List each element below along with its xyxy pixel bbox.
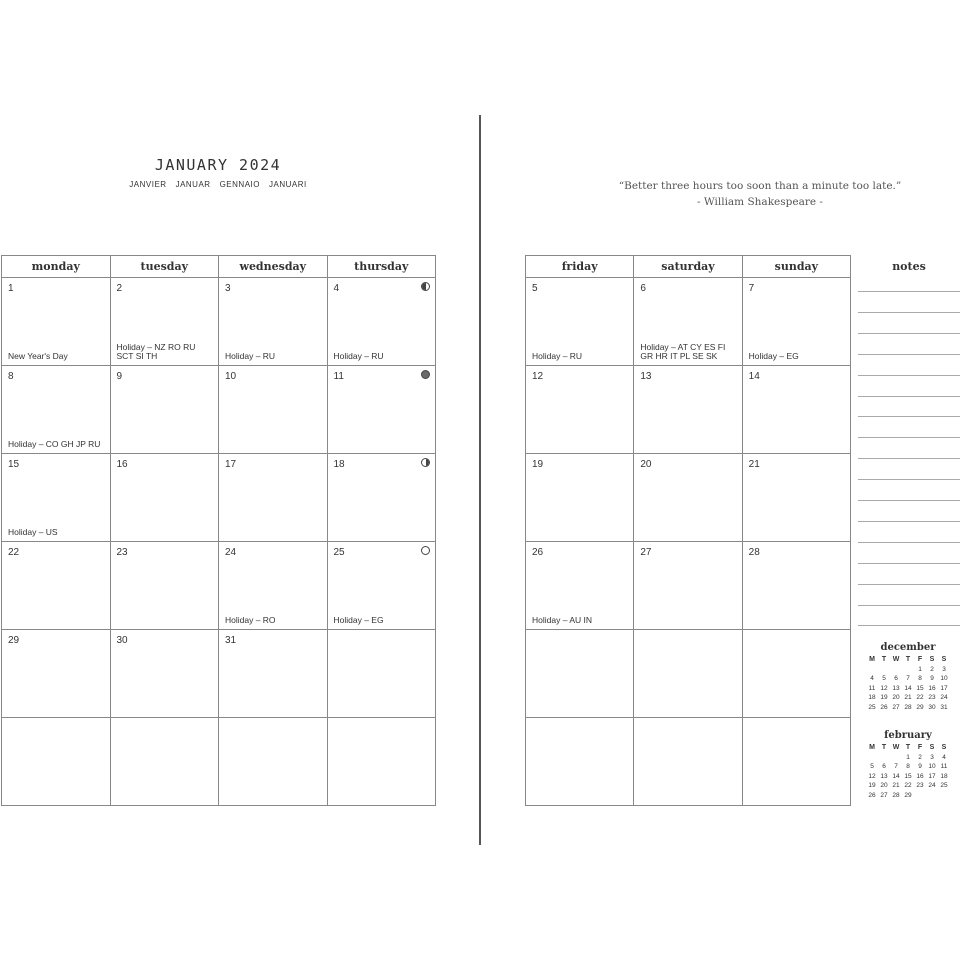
mini-calendar-february	[866, 730, 950, 800]
moon-third-icon	[421, 282, 430, 291]
mini-day: 16	[916, 772, 924, 780]
mini-day: 6	[882, 763, 886, 770]
holiday-label: Holiday – RU	[333, 351, 384, 361]
mini-day: 20	[880, 782, 888, 789]
mini-day	[866, 665, 878, 675]
day-cell[interactable]	[742, 542, 850, 630]
mini-calendar-december	[866, 642, 950, 712]
day-number: 26	[532, 547, 544, 558]
mini-day: 24	[928, 782, 936, 789]
mini-day: 1	[918, 665, 922, 673]
day-cell[interactable]	[327, 718, 436, 806]
mini-day: 26	[880, 703, 888, 711]
notes-line	[858, 312, 960, 313]
day-number: 24	[225, 547, 237, 558]
day-number: 9	[116, 371, 123, 382]
mini-weekday-header: T	[881, 744, 887, 751]
day-header-monday: monday	[2, 256, 111, 278]
translation-french: JANVIER	[129, 180, 167, 189]
month-title: JANUARY 2024	[154, 156, 282, 174]
mini-day: 25	[940, 782, 948, 789]
day-cell[interactable]	[634, 366, 742, 454]
translation-dutch: JANUARI	[268, 180, 307, 189]
mini-day: 5	[882, 675, 886, 682]
day-cell[interactable]	[327, 454, 436, 542]
notes-line	[858, 291, 960, 292]
day-cell[interactable]	[2, 718, 111, 806]
mini-calendar-grid	[866, 655, 950, 712]
moon-new-icon	[421, 370, 430, 379]
day-number: 18	[333, 459, 345, 470]
mini-day: 4	[942, 753, 946, 761]
mini-day	[938, 791, 950, 801]
mini-day: 23	[916, 782, 924, 789]
week-row	[2, 454, 436, 542]
day-cell[interactable]	[526, 542, 634, 630]
mini-day: 3	[930, 753, 934, 761]
notes-line	[858, 396, 960, 397]
mini-day: 5	[870, 763, 874, 770]
holiday-label: Holiday – NZ RO RU SCT SI TH	[116, 342, 196, 361]
notes-line	[858, 458, 960, 459]
mini-day	[890, 753, 902, 763]
mini-day: 1	[906, 753, 910, 761]
week-row	[526, 454, 851, 542]
page-spine-divider	[479, 115, 481, 845]
mini-day: 26	[868, 791, 876, 799]
mini-day: 9	[930, 675, 934, 682]
mini-weekday-header: S	[929, 656, 935, 663]
week-row	[2, 542, 436, 630]
day-cell[interactable]	[327, 630, 436, 718]
day-cell[interactable]	[327, 542, 436, 630]
mini-weekday-header: S	[929, 744, 935, 751]
notes-line	[858, 437, 960, 438]
holiday-label: Holiday – RO	[225, 615, 276, 625]
mini-weekday-header: M	[869, 656, 875, 663]
mini-day: 19	[880, 694, 888, 701]
mini-weekday-header: F	[917, 656, 923, 663]
day-cell[interactable]	[526, 278, 634, 366]
notes-line	[858, 521, 960, 522]
day-number: 16	[116, 459, 128, 470]
mini-day: 11	[868, 684, 876, 692]
day-cell[interactable]	[219, 542, 328, 630]
holiday-label: Holiday – AT CY ES FI GR HR IT PL SE SK	[640, 342, 726, 361]
week-row	[526, 718, 851, 806]
holiday-label: New Year's Day	[8, 351, 68, 361]
notes-line	[858, 584, 960, 585]
week-row	[526, 630, 851, 718]
mini-weekday-header: T	[881, 656, 887, 663]
mini-day: 17	[940, 684, 948, 692]
mini-day: 13	[892, 684, 900, 692]
day-number: 8	[8, 371, 14, 382]
mini-day: 25	[868, 703, 876, 711]
notes-line	[858, 333, 960, 334]
mini-day: 4	[870, 675, 874, 682]
day-number: 14	[748, 371, 760, 382]
mini-calendar-month-name: february	[884, 730, 932, 741]
day-number: 10	[225, 371, 237, 382]
mini-day: 3	[942, 665, 946, 673]
day-cell[interactable]	[634, 278, 742, 366]
mini-weekday-header: M	[869, 744, 875, 751]
notes-line	[858, 375, 960, 376]
month-translations	[118, 180, 318, 189]
day-header-sunday: sunday	[742, 256, 850, 278]
day-number: 21	[748, 459, 760, 470]
notes-line	[858, 605, 960, 606]
day-number: 22	[8, 547, 20, 558]
day-cell[interactable]	[219, 454, 328, 542]
mini-day: 16	[928, 684, 936, 692]
mini-day: 30	[928, 703, 936, 711]
mini-day: 22	[904, 782, 912, 789]
holiday-label: Holiday – AU IN	[532, 615, 592, 625]
day-number: 15	[8, 459, 20, 470]
translation-german: JANUAR	[175, 180, 211, 189]
day-header-friday: friday	[526, 256, 634, 278]
day-cell[interactable]	[526, 366, 634, 454]
day-number: 5	[532, 283, 538, 294]
mini-day: 12	[880, 684, 888, 692]
mini-day: 15	[916, 684, 924, 692]
day-number: 30	[116, 635, 128, 646]
mini-day: 15	[904, 772, 912, 780]
mini-day: 29	[904, 791, 912, 799]
notes-line	[858, 479, 960, 480]
holiday-label: Holiday – US	[8, 527, 58, 537]
day-cell[interactable]	[526, 630, 634, 718]
mini-day: 23	[928, 694, 936, 701]
calendar-grid-left	[1, 255, 436, 806]
day-cell[interactable]	[526, 454, 634, 542]
day-cell[interactable]	[634, 454, 742, 542]
day-header-tuesday: tuesday	[110, 256, 219, 278]
day-cell[interactable]	[110, 454, 219, 542]
holiday-label: Holiday – RU	[225, 351, 276, 361]
day-cell[interactable]	[742, 366, 850, 454]
day-cell[interactable]	[634, 718, 742, 806]
day-number: 28	[748, 547, 760, 558]
day-number: 2	[116, 283, 123, 294]
notes-line	[858, 542, 960, 543]
day-cell[interactable]	[742, 278, 850, 366]
mini-weekday-header: S	[941, 744, 947, 751]
mini-weekday-header: T	[905, 656, 911, 663]
mini-day: 17	[928, 772, 936, 780]
day-number: 1	[8, 283, 14, 294]
day-cell[interactable]	[634, 542, 742, 630]
mini-weekday-header: F	[917, 744, 923, 751]
day-cell[interactable]	[219, 630, 328, 718]
holiday-label: Holiday – EG	[748, 351, 799, 361]
mini-day: 13	[880, 772, 888, 780]
day-cell[interactable]	[327, 278, 436, 366]
moon-full-icon	[421, 546, 430, 555]
day-number: 29	[8, 635, 20, 646]
day-number: 7	[748, 283, 755, 294]
day-header-saturday: saturday	[634, 256, 742, 278]
mini-weekday-header: S	[941, 656, 947, 663]
notes-line	[858, 625, 960, 626]
notes-line	[858, 354, 960, 355]
day-number: 20	[640, 459, 652, 470]
day-cell[interactable]	[2, 630, 111, 718]
week-row	[2, 630, 436, 718]
day-cell[interactable]	[110, 718, 219, 806]
mini-weekday-header: W	[892, 656, 900, 663]
holiday-label: Holiday – EG	[333, 615, 384, 625]
week-row	[526, 366, 851, 454]
day-cell[interactable]	[110, 630, 219, 718]
mini-day: 8	[918, 675, 922, 682]
day-cell[interactable]	[219, 718, 328, 806]
mini-day: 20	[892, 694, 900, 701]
day-number: 19	[532, 459, 544, 470]
mini-day: 28	[892, 791, 900, 799]
day-cell[interactable]	[634, 630, 742, 718]
notes-title: notes	[892, 260, 926, 273]
mini-day	[902, 665, 914, 675]
mini-weekday-header: W	[892, 744, 900, 751]
day-header-wednesday: wednesday	[219, 256, 328, 278]
quote-text: “Better three hours too soon than a minute too late.”	[618, 180, 902, 192]
mini-day: 19	[868, 782, 876, 789]
day-number: 31	[225, 635, 237, 646]
day-cell[interactable]	[110, 278, 219, 366]
mini-day	[890, 665, 902, 675]
quote-block	[560, 178, 960, 210]
mini-day: 22	[916, 694, 924, 701]
week-row	[2, 718, 436, 806]
mini-day: 29	[916, 703, 924, 711]
day-cell[interactable]	[219, 366, 328, 454]
mini-day: 6	[894, 675, 898, 682]
week-row	[526, 278, 851, 366]
mini-day: 2	[930, 665, 934, 673]
day-cell[interactable]	[2, 278, 111, 366]
day-number: 4	[333, 283, 340, 294]
mini-day: 2	[918, 753, 922, 761]
mini-day: 27	[880, 791, 888, 799]
day-header-thursday: thursday	[327, 256, 436, 278]
mini-day: 10	[940, 675, 948, 682]
day-number: 27	[640, 547, 652, 558]
mini-day: 28	[904, 703, 912, 711]
day-cell[interactable]	[2, 542, 111, 630]
mini-day: 21	[892, 782, 900, 789]
mini-calendar-month-name: december	[880, 642, 936, 653]
moon-first-icon	[421, 458, 430, 467]
week-row	[2, 366, 436, 454]
day-cell[interactable]	[2, 454, 111, 542]
day-cell[interactable]	[742, 718, 850, 806]
day-number: 13	[640, 371, 652, 382]
day-cell[interactable]	[742, 630, 850, 718]
day-cell[interactable]	[219, 278, 328, 366]
day-number: 6	[640, 283, 646, 294]
mini-day: 14	[892, 772, 900, 780]
mini-day	[878, 665, 890, 675]
mini-day	[878, 753, 890, 763]
mini-calendar-grid	[866, 743, 950, 800]
notes-line	[858, 563, 960, 564]
mini-day: 27	[892, 703, 900, 711]
day-number: 17	[225, 459, 237, 470]
translation-italian: GENNAIO	[219, 180, 260, 189]
mini-day: 31	[940, 703, 948, 711]
mini-weekday-header: T	[905, 744, 911, 751]
mini-day: 11	[940, 763, 948, 770]
mini-day	[926, 791, 938, 801]
day-cell[interactable]	[110, 366, 219, 454]
mini-day: 10	[928, 763, 936, 770]
mini-day: 8	[906, 763, 910, 770]
mini-day: 12	[868, 772, 876, 780]
day-number: 12	[532, 371, 544, 382]
day-cell[interactable]	[742, 454, 850, 542]
notes-line	[858, 500, 960, 501]
week-row	[2, 278, 436, 366]
week-row	[526, 542, 851, 630]
day-cell[interactable]	[110, 542, 219, 630]
mini-day	[914, 791, 926, 801]
mini-day: 18	[940, 772, 948, 780]
mini-day: 7	[894, 763, 898, 770]
holiday-label: Holiday – RU	[532, 351, 583, 361]
day-cell[interactable]	[2, 366, 111, 454]
notes-line	[858, 416, 960, 417]
day-number: 11	[333, 371, 344, 382]
mini-day: 7	[906, 675, 910, 682]
mini-day	[866, 753, 878, 763]
quote-author: - William Shakespeare -	[697, 196, 823, 208]
mini-day: 24	[940, 694, 948, 701]
holiday-label: Holiday – CO GH JP RU	[8, 439, 101, 449]
calendar-grid-right	[525, 255, 851, 806]
mini-day: 14	[904, 684, 912, 692]
day-number: 3	[225, 283, 231, 294]
day-number: 23	[116, 547, 128, 558]
mini-day: 18	[868, 694, 876, 701]
mini-day: 21	[904, 694, 912, 701]
mini-day: 9	[918, 763, 922, 770]
day-number: 25	[333, 547, 345, 558]
day-cell[interactable]	[327, 366, 436, 454]
day-cell[interactable]	[526, 718, 634, 806]
